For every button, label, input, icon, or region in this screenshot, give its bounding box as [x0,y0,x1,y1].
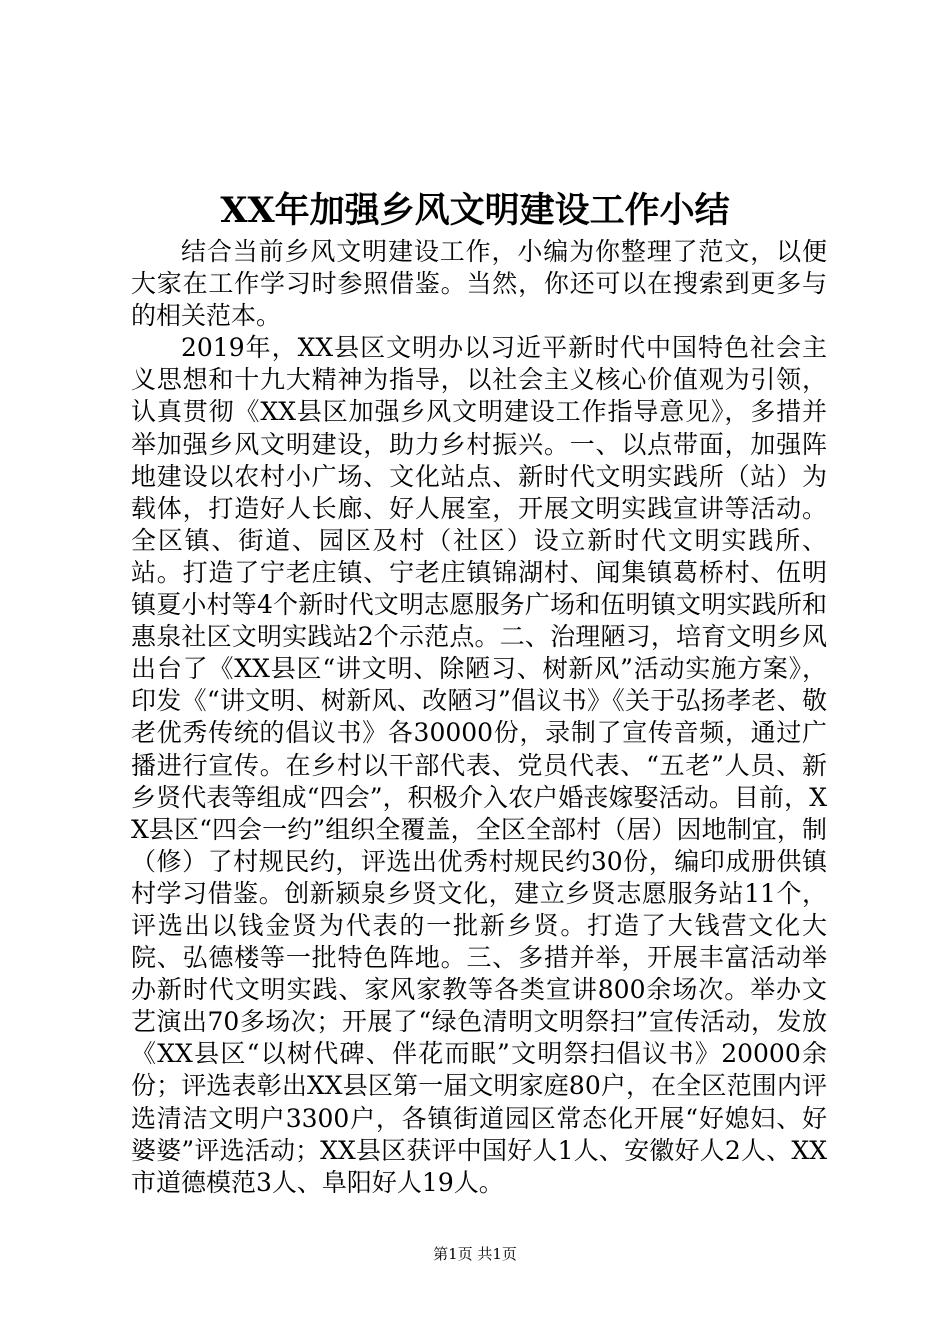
intro-paragraph: 结合当前乡风文明建设工作，小编为你整理了范文，以便大家在工作学习时参照借鉴。当然，你还可以在搜索到更多与的相关范本。 [131,237,827,331]
document-body [131,236,827,1199]
page-footer: 第1页 共1页 [433,1245,517,1263]
document-title: XX年加强乡风文明建设工作小结 [220,190,730,231]
main-paragraph: 2019年，XX县区文明办以习近平新时代中国特色社会主义思想和十九大精神为指导，以社会主义核心价值观为引领，认真贯彻《XX县区加强乡风文明建设工作指导意见》，多措并举加强乡风文明建设，助力乡村振兴。一、以点带面，加强阵地建设以农村小广场、文化站点、新时代文明实践所（站）为载体，打造好人长廊、好人展室，开展文明实践宣讲等活动。全区镇、街道、园区及村（社区）设立新时代文明实践所、站。打造了宁老庄镇、宁老庄镇锦湖村、闻集镇葛桥村、伍明镇夏小村等4个新时代文明志愿服务广场和伍明镇文明实践所和惠泉社区文明实践站2个示范点。二、治理陋习，培育文明乡风出台了《XX县区“讲文明、除陋习、树新风”活动实施方案》，印发《“讲文明、树新风、改陋习”倡议书》《关于弘扬孝老、敬老优秀传统的倡议书》各30000份，录制了宣传音频，通过广播进行宣传。在乡村以干部代表、党员代表、“五老”人员、新乡贤代表等组成“四会”，积极介入农户婚丧嫁娶活动。目前，XX县区“四会一约”组织全覆盖，全区全部村（居）因地制宜，制（修）了村规民约，评选出优秀村规民约30份，编印成册供镇村学习借鉴。创新颍泉乡贤文化，建立乡贤志愿服务站11个，评选出以钱金贤为代表的一批新乡贤。打造了大钱营文化大院、弘德楼等一批特色阵地。三、多措并举，开展丰富活动举办新时代文明实践、家风家教等各类宣讲800余场次。举办文艺演出70多场次；开展了“绿色清明文明祭扫”宣传活动，发放《XX县区“以树代碑、伴花而眠”文明祭扫倡议书》20000余份；评选表彰出XX县区第一届文明家庭80户，在全区范围内评选清洁文明户3300户，各镇街道园区常态化开展“好媳妇、好婆婆”评选活动；XX县区获评中国好人1人、安徽好人2人、XX市道德模范3人、阜阳好人19人。 [131,333,827,1197]
